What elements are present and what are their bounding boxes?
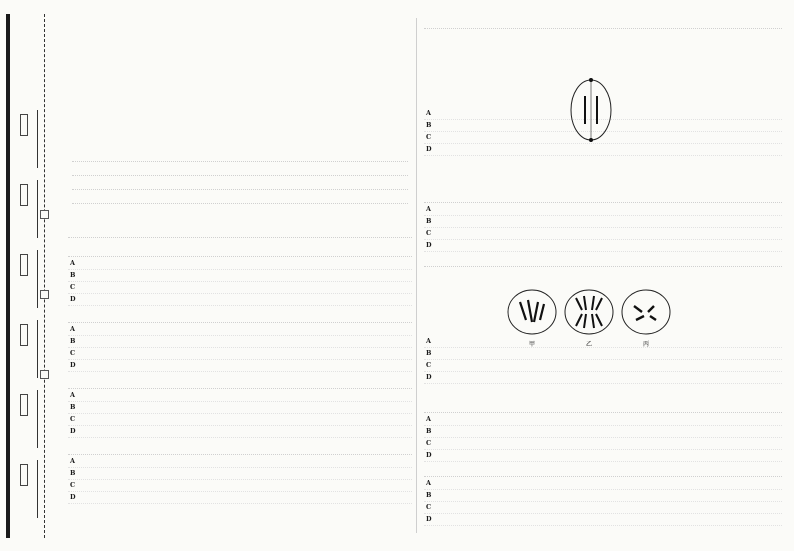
question-4: [68, 444, 412, 505]
instructions-heading: [68, 138, 188, 148]
binding-rail: [6, 14, 10, 538]
candidate-field: [16, 250, 38, 308]
candidate-info-column: [16, 110, 38, 530]
question-stem: [424, 466, 782, 477]
option-letter: B: [426, 217, 432, 225]
option-letter: A: [70, 325, 75, 333]
question-stem: [68, 444, 412, 455]
question-3: [68, 378, 412, 439]
option-letter: D: [426, 241, 432, 249]
panel-bing: [622, 290, 670, 334]
option-letter: B: [70, 403, 76, 411]
option-letter: D: [70, 361, 76, 369]
page-divider: [416, 18, 417, 533]
panel-label: 乙: [585, 341, 593, 348]
answer-option: [68, 337, 412, 348]
question-stem: [68, 312, 412, 323]
answer-option: [424, 503, 782, 514]
candidate-field: [16, 110, 38, 168]
option-letter: C: [426, 439, 432, 447]
answer-option: [424, 515, 782, 526]
question-stem: [424, 18, 782, 29]
option-letter: B: [70, 469, 76, 477]
centrosome: [589, 78, 593, 82]
candidate-field: [16, 390, 38, 448]
answer-option: [424, 217, 782, 228]
right-page: [424, 10, 782, 545]
panel-jia: [508, 290, 556, 334]
answer-option: [424, 451, 782, 462]
instruction-line: [72, 178, 408, 190]
answer-option: [424, 145, 782, 156]
candidate-field-label: [20, 324, 28, 346]
option-letter: B: [70, 271, 76, 279]
panel-label: 丙: [642, 341, 650, 348]
cell-outline: [508, 290, 556, 334]
instructions: [72, 150, 408, 212]
answer-option: [68, 283, 412, 294]
option-letter: D: [426, 515, 432, 523]
option-letter: A: [70, 391, 75, 399]
answer-option: [68, 349, 412, 360]
panel-label: 甲: [528, 341, 536, 348]
option-letter: B: [70, 337, 76, 345]
answer-option: [68, 469, 412, 480]
binding-margin: [6, 14, 58, 538]
option-letter: A: [426, 415, 431, 423]
candidate-field-label: [20, 394, 28, 416]
question-stem: [68, 378, 412, 389]
left-page: [68, 10, 412, 545]
exam-title: [108, 72, 372, 86]
seal-mark: [40, 370, 49, 379]
answer-option: [68, 415, 412, 426]
answer-option: [424, 427, 782, 438]
candidate-field: [16, 460, 38, 518]
candidate-field-label: [20, 464, 28, 486]
option-letter: C: [426, 229, 432, 237]
question-9: [424, 466, 782, 527]
option-letter: A: [70, 259, 75, 267]
answer-option: [424, 229, 782, 240]
question-8: [424, 402, 782, 463]
candidate-field: [16, 320, 38, 378]
answer-option: [68, 259, 412, 270]
option-letter: D: [426, 451, 432, 459]
candidate-field: [16, 180, 38, 238]
option-letter: C: [70, 481, 76, 489]
question-6: [424, 192, 782, 253]
question-1: [68, 246, 412, 307]
option-letter: B: [426, 491, 432, 499]
option-letter: C: [426, 503, 432, 511]
chromosome: [520, 300, 544, 322]
answer-option: [68, 295, 412, 306]
answer-option: [68, 403, 412, 414]
option-letter: C: [426, 361, 432, 369]
answer-option: [424, 241, 782, 252]
cell-outline: [565, 290, 613, 334]
panel-yi: [565, 290, 613, 334]
option-letter: B: [426, 427, 432, 435]
answer-option: [68, 271, 412, 282]
page-footer: [544, 530, 684, 540]
option-letter: C: [70, 415, 76, 423]
seal-mark: [40, 290, 49, 299]
option-letter: D: [426, 145, 432, 153]
confidential-mark: [68, 16, 128, 26]
option-letter: D: [70, 427, 76, 435]
option-letter: D: [70, 493, 76, 501]
option-letter: B: [426, 349, 432, 357]
question-2: [68, 312, 412, 373]
question-stem: [424, 192, 782, 203]
option-letter: A: [426, 205, 431, 213]
answer-option: [68, 361, 412, 372]
section-heading: [68, 220, 412, 238]
chromosome: [576, 296, 602, 328]
option-letter: D: [426, 373, 432, 381]
candidate-field-label: [20, 114, 28, 136]
page-footer: [178, 530, 318, 540]
option-letter: A: [426, 109, 431, 117]
instruction-line: [72, 164, 408, 176]
answer-option: [424, 205, 782, 216]
candidate-field-label: [20, 184, 28, 206]
answer-option: [68, 493, 412, 504]
answer-option: [68, 481, 412, 492]
cell-figure: [566, 76, 616, 144]
option-letter: C: [70, 283, 76, 291]
answer-option: [68, 457, 412, 468]
answer-option: [424, 361, 782, 372]
question-stem: [68, 246, 412, 257]
cell-division-figure: [504, 286, 674, 348]
option-letter: A: [426, 479, 431, 487]
answer-option: [424, 491, 782, 502]
answer-option: [424, 479, 782, 490]
instruction-line: [72, 192, 408, 204]
chromosome: [634, 306, 656, 320]
answer-option: [424, 349, 782, 360]
instruction-line: [72, 150, 408, 162]
centrosome: [589, 138, 593, 142]
cell-outline: [622, 290, 670, 334]
answer-option: [68, 391, 412, 402]
seal-mark: [40, 210, 49, 219]
answer-option: [68, 325, 412, 336]
option-letter: C: [426, 133, 432, 141]
option-letter: A: [426, 337, 431, 345]
candidate-field-label: [20, 254, 28, 276]
answer-option: [424, 415, 782, 426]
option-letter: D: [70, 295, 76, 303]
option-letter: A: [70, 457, 75, 465]
option-letter: C: [70, 349, 76, 357]
question-stem: [424, 256, 782, 267]
answer-option: [68, 427, 412, 438]
question-stem: [424, 402, 782, 413]
subject-heading: [188, 102, 292, 126]
option-letter: B: [426, 121, 432, 129]
answer-option: [424, 439, 782, 450]
seal-line: [44, 14, 45, 538]
answer-option: [424, 373, 782, 384]
